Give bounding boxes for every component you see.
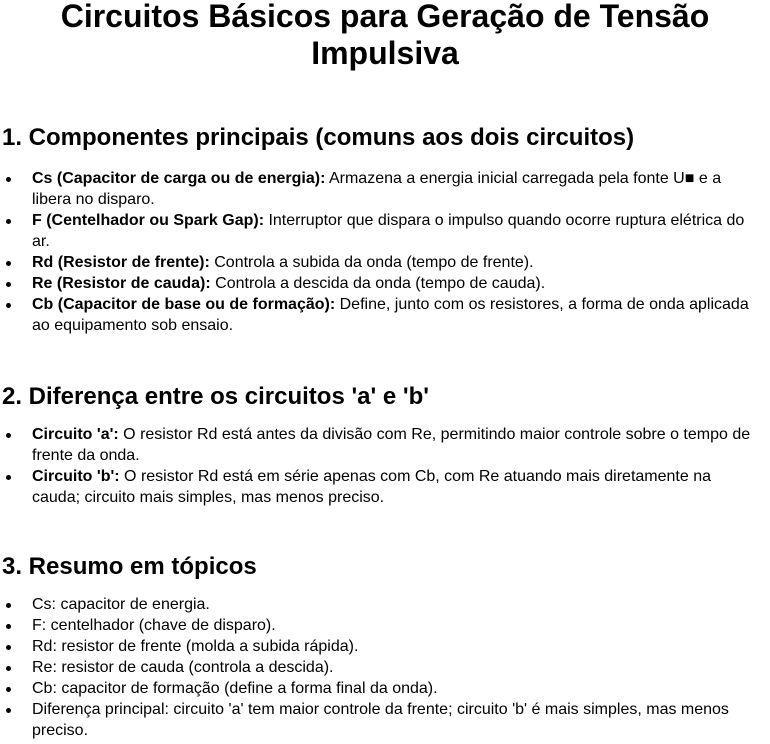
item-term: Rd (Resistor de frente): — [32, 254, 210, 271]
item-term: F (Centelhador ou Spark Gap): — [32, 212, 265, 229]
item-term: Cb (Capacitor de base ou de formação): — [32, 296, 336, 313]
list-item: Diferença principal: circuito 'a' tem maior controle da frente; circuito 'b' é mais simples, mas menos preciso. — [0, 699, 760, 741]
list-item: Cs: capacitor de energia. — [0, 594, 760, 615]
list-item — [0, 168, 760, 210]
item-text: O resistor Rd está em série apenas com Cb, com Re atuando mais diretamente na cauda; circuito mais simples, mas menos preciso. — [32, 468, 711, 506]
list-item — [0, 252, 760, 273]
list-item — [0, 294, 760, 336]
list-item — [0, 466, 760, 508]
item-text: Armazena a energia inicial carregada pela fonte U■ e a libera no disparo. — [32, 170, 722, 208]
differences-list — [0, 424, 760, 508]
list-item — [0, 210, 760, 252]
item-text: Controla a subida da onda (tempo de frente). — [209, 254, 534, 271]
list-item: Rd: resistor de frente (molda a subida rápida). — [0, 636, 760, 657]
summary-list — [0, 594, 760, 741]
item-term: Re (Resistor de cauda): — [32, 275, 211, 292]
item-text: Controla a descida da onda (tempo de cauda). — [210, 275, 546, 292]
section-heading-components: 1. Componentes principais (comuns aos dois circuitos) — [2, 124, 635, 151]
list-item: F: centelhador (chave de disparo). — [0, 615, 760, 636]
item-term: Cs (Capacitor de carga ou de energia): — [32, 170, 326, 187]
list-item: Re: resistor de cauda (controla a descida). — [0, 657, 760, 678]
components-list — [0, 168, 760, 336]
document-title: Circuitos Básicos para Geração de Tensão Impulsiva — [60, 0, 710, 71]
section-heading-differences: 2. Diferença entre os circuitos 'a' e 'b' — [2, 383, 429, 410]
section-heading-summary: 3. Resumo em tópicos — [2, 553, 257, 580]
item-term: Circuito 'b': — [32, 468, 120, 485]
item-text: O resistor Rd está antes da divisão com Re, permitindo maior controle sobre o tempo de frente da onda. — [32, 426, 751, 464]
list-item — [0, 273, 760, 294]
item-text: Interruptor que dispara o impulso quando ocorre ruptura elétrica do ar. — [32, 212, 745, 250]
list-item — [0, 424, 760, 466]
list-item: Cb: capacitor de formação (define a forma final da onda). — [0, 678, 760, 699]
item-text: Define, junto com os resistores, a forma de onda aplicada ao equipamento sob ensaio. — [32, 296, 749, 334]
item-term: Circuito 'a': — [32, 426, 119, 443]
